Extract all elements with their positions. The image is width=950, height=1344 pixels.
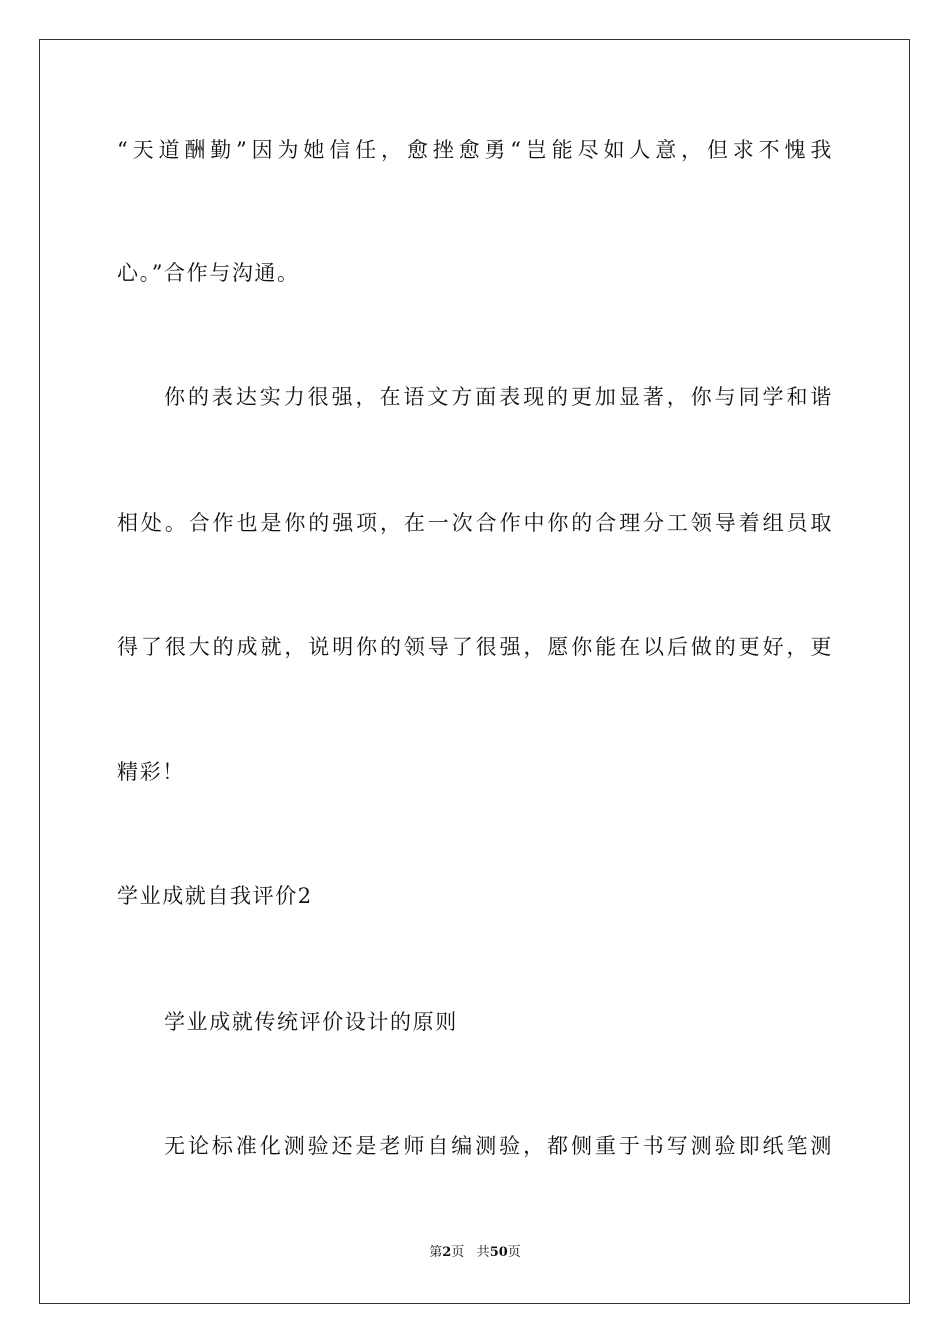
total-prefix: 共 <box>476 1245 490 1260</box>
paragraph-line-6: 精彩！ <box>117 760 185 784</box>
page-border <box>39 39 910 1304</box>
paragraph-line-3: 你的表达实力很强，在语文方面表现的更加显著，你与同学和谐 <box>164 385 833 409</box>
page-prefix: 第 <box>429 1245 443 1260</box>
page-footer <box>0 1244 950 1262</box>
paragraph-line-9: 无论标准化测验还是老师自编测验，都侧重于书写测验即纸笔测 <box>164 1134 833 1158</box>
subsection-heading: 学业成就传统评价设计的原则 <box>164 1010 458 1034</box>
page-suffix: 页 <box>451 1245 465 1260</box>
page-number: 2 <box>442 1245 452 1260</box>
paragraph-line-2: 心。”合作与沟通。 <box>117 261 300 285</box>
total-pages: 50 <box>489 1245 508 1260</box>
paragraph-line-1: “天道酬勤”因为她信任，愈挫愈勇“岂能尽如人意，但求不愧我 <box>117 138 833 162</box>
paragraph-line-5: 得了很大的成就，说明你的领导了很强，愿你能在以后做的更好，更 <box>117 635 833 659</box>
paragraph-line-4: 相处。合作也是你的强项，在一次合作中你的合理分工领导着组员取 <box>117 511 833 535</box>
section-heading: 学业成就自我评价2 <box>117 884 313 908</box>
total-suffix: 页 <box>507 1245 521 1260</box>
